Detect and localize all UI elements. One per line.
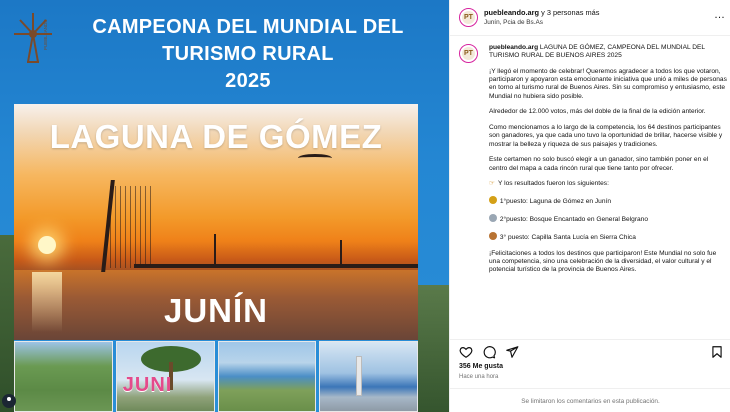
comments-disabled-notice: Se limitaron los comentarios en esta publicación.: [450, 388, 730, 412]
bridge-cables: [110, 186, 154, 268]
username-link[interactable]: puebleando.arg: [484, 8, 540, 17]
result-second: 2°puesto: Bosque Encantado en General Belgrano: [499, 216, 649, 223]
collaborators-link[interactable]: y 3 personas más: [539, 8, 600, 17]
caption-text: [489, 44, 727, 282]
monument: [356, 356, 362, 396]
silver-medal-icon: [489, 214, 497, 222]
bookmark-icon[interactable]: [710, 345, 724, 359]
location-link[interactable]: Junín, Pcia de Bs.As: [484, 19, 543, 26]
post-timestamp[interactable]: Hace una hora: [459, 374, 499, 380]
caption-paragraph: ¡Felicitaciones a todos los destinos que participaron! Este Mundial no solo fue una competencia, sino una celebración de la diversidad, el valor cultural y el potencial turístico de la provincia de Buenos Aires.: [489, 249, 717, 273]
sunset-photo: [14, 104, 418, 340]
pointing-hand-icon: ☞: [489, 180, 495, 188]
avatar[interactable]: PT: [459, 8, 478, 27]
post-author: [484, 8, 599, 17]
city-name: JUNÍN: [163, 292, 269, 329]
share-icon[interactable]: [505, 345, 519, 359]
caption-paragraph: Alrededor de 12.000 votos, más del doble de la final de la edición anterior.: [489, 108, 706, 116]
thumbnail-junin-sign: [116, 341, 215, 412]
result-first: 1°puesto: Laguna de Gómez en Junín: [499, 198, 611, 206]
background-scenery-left: [0, 235, 14, 412]
likes-count[interactable]: 356 Me gusta: [459, 363, 503, 370]
caption-area: [450, 36, 730, 339]
more-icon[interactable]: …: [714, 9, 724, 21]
caption-headline: LAGUNA DE GÓMEZ, CAMPEONA DEL MUNDIAL DEL TURISMO RURAL DE BUENOS AIRES 2025: [489, 44, 705, 60]
post-header: [450, 0, 730, 36]
lamp-post: [214, 234, 216, 266]
caption-paragraph: Este certamen no solo buscó elegir a un ganador, sino también poner en el centro del mapa a cada rincón rural que tiene tanto por ofrecer.: [489, 156, 709, 172]
pier: [134, 264, 418, 268]
caption-paragraph: Y los resultados fueron los siguientes:: [498, 180, 609, 188]
poster-title-line-3: 2025: [225, 70, 271, 92]
poster-title-line-2: TURISMO RURAL: [162, 43, 334, 65]
photo-title: LAGUNA DE GÓMEZ: [49, 118, 383, 155]
lamp-post: [340, 240, 342, 266]
background-scenery-right: [418, 285, 449, 412]
thumbnail-monument: [319, 341, 418, 412]
caption-paragraph: ¡Y llegó el momento de celebrar! Queremos agradecer a todos los que votaron, participaron y apoyaron esta emocionante iniciativa que unió a miles de personas en torno al turismo rural de Buenos Aires. Sin su compromiso y entusiasmo, este Mundial no hubiera sido posible.: [489, 68, 727, 100]
svg-text:PUEBLEANDO: PUEBLEANDO: [43, 19, 48, 50]
post-details-panel: [449, 0, 730, 412]
caption-avatar[interactable]: PT: [459, 44, 478, 63]
result-third: 3° puesto: Capilla Santa Lucía en Sierra Chica: [499, 233, 636, 241]
thumbnail-aerial-park: [14, 341, 113, 412]
gold-medal-icon: [489, 196, 497, 204]
sun: [38, 236, 56, 254]
caption-paragraph: Como mencionamos a lo largo de la competencia, los 64 destinos participantes son ganadores, ya que cada uno tuvo la oportunidad de brillar, hacerse visible y mostrar la belleza y riqueza de sus paisajes y tradiciones.: [489, 124, 723, 148]
tagged-people-icon[interactable]: [2, 394, 16, 408]
poster-title-line-1: CAMPEONA DEL MUNDIAL DEL: [92, 16, 404, 38]
heart-icon[interactable]: [459, 345, 473, 359]
thumbnail-lake-aerial: [218, 341, 317, 412]
thumbnail-strip: [14, 341, 418, 412]
poster-title: [58, 14, 438, 95]
junin-sign-text: JUNI: [122, 374, 173, 396]
comment-icon[interactable]: [482, 345, 496, 359]
bronze-medal-icon: [489, 232, 497, 240]
windmill-logo: [8, 10, 58, 68]
action-bar: [450, 339, 730, 361]
caption-username[interactable]: puebleando.arg: [489, 44, 539, 51]
